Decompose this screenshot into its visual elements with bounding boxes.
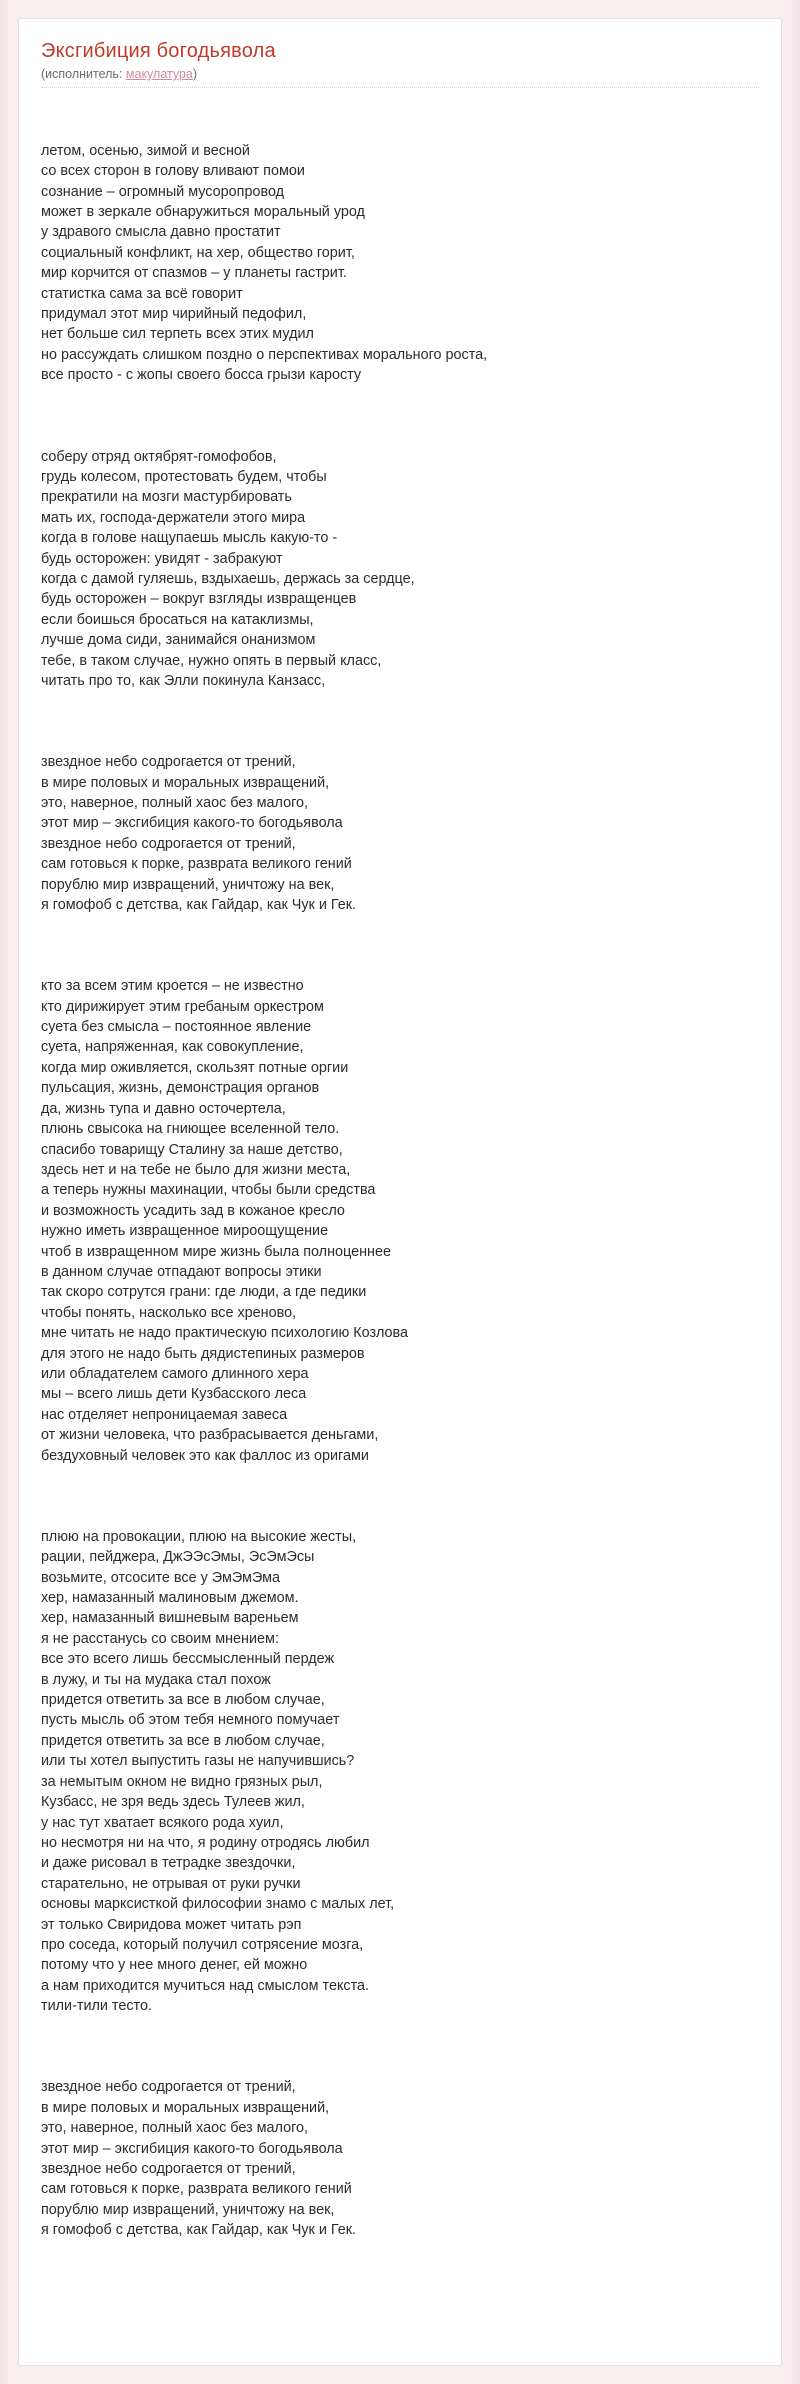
performer-link[interactable]: макулатура	[125, 67, 193, 81]
performer-suffix: )	[192, 67, 198, 81]
lyrics-stanza: кто за всем этим кроется – не известно кто дирижирует этим гребаным оркестром суета без смысла – постоянное явление суета, напряженная, как совокупление, когда мир оживляется, скользят потные оргии пульсация, жизнь, демонстрация органов да, жизнь тупа и давно осточертела, плюнь свысока на гниющее вселенной тело. спасибо товарищу Сталину за наше детство, здесь нет и на тебе не было для жизни места, а теперь нужны махинации, чтобы были средства и возможность усадить зад в кожаное кресло нужно иметь извращенное мироощущение чтоб в извращенном мире жизнь была полноценнее в данном случае отпадают вопросы этики так скоро сотрутся грани: где люди, а где педики чтобы понять, насколько все хреново, мне читать не надо практическую психологию Козлова для этого не надо быть дядистепиных размеров или обладателем самого длинного хера мы – всего лишь дети Кузбасского леса нас отделяет непроницаемая завеса от жизни человека, что разбрасывается деньгами, бездуховный человек это как фаллос из оригами	[41, 978, 409, 1464]
lyrics-stanza: соберу отряд октябрят-гомофобов, грудь колесом, протестовать будем, чтобы прекратили на мозги мастурбировать мать их, господа-держатели этого мира когда в голове нащупаешь мысль какую-то - будь осторожен: увидят - забракуют когда с дамой гуляешь, вздыхаешь, держась за сердце, будь осторожен – вокруг взгляды извращенцев если боишься бросаться на катаклизмы, лучше дома сиди, занимайся онанизмом тебе, в таком случае, нужно опять в первый класс, читать про то, как Элли покинула Канзасс,	[41, 448, 415, 689]
lyrics-stanza: звездное небо содрогается от трений, в мире половых и моральных извращений, это, наверное, полный хаос без малого, этот мир – эксгибиция какого-то богодьявола звездное небо содрогается от трений, сам готовься к порке, разврата великого гений порублю мир извращений, уничтожу на век, я гомофоб с детства, как Гайдар, как Чук и Гек.	[41, 2079, 357, 2239]
page-title: Эксгибиция богодьявола	[41, 40, 276, 62]
lyrics-card	[18, 18, 782, 2366]
lyrics-stanza: плюю на провокации, плюю на высокие жесты, рации, пейджера, ДжЭЭсЭмы, ЭсЭмЭсы возьмите, отсосите все у ЭмЭмЭма хер, намазанный малиновым джемом. хер, намазанный вишневым вареньем я не расстанусь со своим мнением: все это всего лишь бессмысленный пердеж в лужу, и ты на мудака стал похож придется ответить за все в любом случае, пусть мысль об этом тебя немного помучает придется ответить за все в любом случае, или ты хотел выпустить газы не напучившись? за немытым окном не видно грязных рыл, Кузбасс, не зря ведь здесь Тулеев жил, у нас тут хватает всякого рода хуил, но несмотря ни на что, я родину отродясь любил и даже рисовал в тетрадке звездочки, старательно, не отрывая от руки ручки основы марксисткой философии знамо с малых лет, эт только Свиридова может читать рэп про соседа, который получил сотрясение мозга, потому что у нее много денег, ей можно а нам приходится мучиться над смыслом текста. тили-тили тесто.	[41, 1528, 395, 2015]
page-left-edge-shadow	[0, 0, 10, 2384]
lyrics-stanza: звездное небо содрогается от трений, в мире половых и моральных извращений, это, наверное, полный хаос без малого, этот мир – эксгибиция какого-то богодьявола звездное небо содрогается от трений, сам готовься к порке, разврата великого гений порублю мир извращений, уничтожу на век, я гомофоб с детства, как Гайдар, как Чук и Гек.	[41, 754, 357, 914]
page-right-edge-shadow	[790, 0, 800, 2384]
title-divider	[41, 87, 759, 88]
lyrics-body	[41, 100, 759, 2301]
lyrics-stanza: летом, осенью, зимой и весной со всех сторон в голову вливают помои сознание – огромный мусоропровод может в зеркале обнаружиться моральный урод у здравого смысла давно простатит социальный конфликт, на хер, общество горит, мир корчится от спазмов – у планеты гастрит. статистка сама за всё говорит придумал этот мир чирийный педофил, нет больше сил терпеть всех этих мудил но рассуждать слишком поздно о перспективах морального роста, все просто - с жопы своего босса грызи каросту	[41, 142, 488, 384]
performer-line	[41, 67, 759, 81]
performer-prefix: (исполнитель:	[41, 67, 126, 81]
